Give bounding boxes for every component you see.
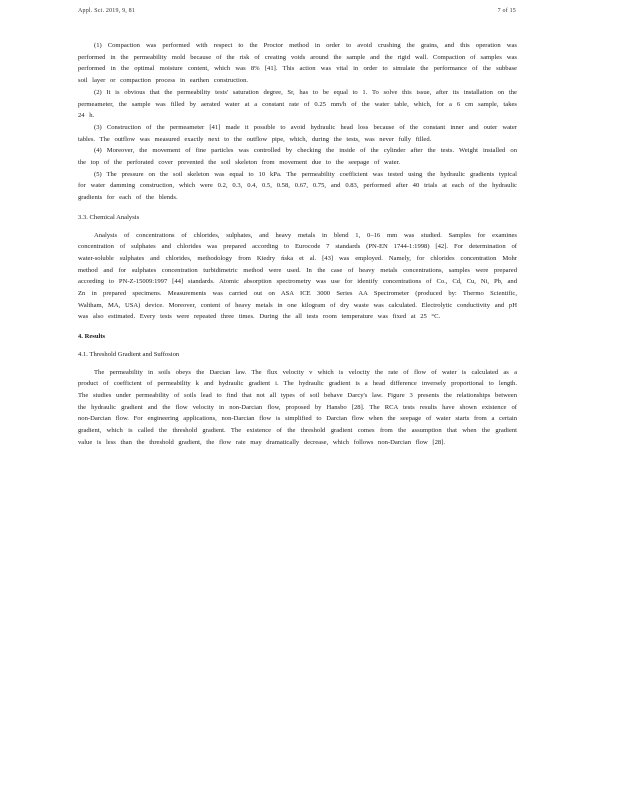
paragraph-permeameter: (3) Construction of the permeameter [41] made it possible to avoid hydraulic head loss because of the constant inner and outer water tables. The outflow was measured exactly next to the outflow pipe, which, during the tests, was never fully filled. xyxy=(78,123,517,143)
paragraph-compaction: (1) Compaction was performed with respect to the Proctor method in order to avoid crushing the grains, and this operation was performed in the permeability mold because of the risk of creating voids around the sample and the rigid wall. Compaction of samples was performed in the optimal moisture content, which was 8% [41]. This action was vital in order to simulate the performance of the subbase soil layer or compaction process in earthen construction. xyxy=(78,42,517,85)
paragraph-pressure: (5) The pressure on the soil skeleton was equal to 10 kPa. The permeability coefficient was tested using the hydraulic gradients typical for water damming construction, which were 0.2, 0.3, 0.4, 0.5, 0.58, 0.67, 0.75, and 0.83, performed after 40 trials at each of the hydraulic gradients for each of the blends. xyxy=(78,170,517,202)
paragraph-threshold-gradient: The permeability in soils obeys the Darcian law. The flux velocity v which is velocity the rate of flow of water is calculated as a product of coefficient of permeability k and hydraulic gradient i. The hydraulic gradient is a head difference inversely proportional to length. The studies under permeability of soils lead to find that not all types of soil behave Darcy's law. Figure 3 presents the relationships between the hydraulic gradient and the flow velocity in non-Darcian flow, proposed by Hansbo [28]. The RCA tests results have shown existence of non-Darcian flow. For engineering applications, non-Darcian flow is simplified to Darcian flow when the seepage of water starts from a certain gradient, which is called the threshold gradient. The existence of the threshold gradient comes from the assumption that when the gradient value is less than the threshold gradient, the flow rate may dramatically decrease, which follows non-Darcian flow [28]. xyxy=(78,368,517,446)
section-heading-results: 4. Results xyxy=(78,333,106,341)
paragraph-chemical-analysis: Analysis of concentrations of chlorides, sulphates, and heavy metals in blend 1, 0–16 mm was studied. Samples for examines concentration of sulphates and chlorides was prepared according to Eurocode 7 standards (PN-EN 1744-1:1998) [42]. For determination of water-soluble sulphates and chlorides, methodology from Kiedry ńska et al. [43] was employed. Namely, for chlorides concentration Mohr method and for sulphates concentration turbidimetric method were used. In the case of heavy metals concentrations, samples were prepared according to PN-Z-15009:1997 [44] standards. Atomic absorption spectrometry was use for identify concentrations of Co., Cd, Cu, Ni, Pb, and Zn in prepared specimens. Measurements was carried out on ASA ICE 3000 Series AA Spectrometer (produced by: Thermo Scientific, Waltham, MA, USA) device. Moreover, content of heavy metals in one kilogram of dry waste was calculated. Electrolytic conductivity and pH was also estimated. Every tests were repeated three times. During the all tests room temperature was fixed at 25 °C. xyxy=(78,231,517,321)
running-header-journal: Appl. Sci. 2019, 9, 81 xyxy=(78,8,136,14)
body-text xyxy=(78,40,517,449)
paragraph-fine-particles: (4) Moreover, the movement of fine particles was controlled by checking the inside of the cylinder after the tests. Weight installed on the top of the perforated cover prevented the soil skeleton from movement due to the seepage of water. xyxy=(78,147,517,167)
paragraph-saturation: (2) It is obvious that the permeability tests' saturation degree, Sr, has to be equal to 1. To solve this issue, after its installation on the permeameter, the sample was filled by aerated water at a constant rate of 0.25 mm/h of the water table, which, for a 6 cm sample, takes 24 h. xyxy=(78,88,517,120)
subsection-heading-chemical-analysis: 3.3. Chemical Analysis xyxy=(78,213,140,221)
running-header-page-number: 7 of 15 xyxy=(497,8,516,14)
subsection-heading-threshold-gradient: 4.1. Threshold Gradient and Suffosion xyxy=(78,350,180,358)
